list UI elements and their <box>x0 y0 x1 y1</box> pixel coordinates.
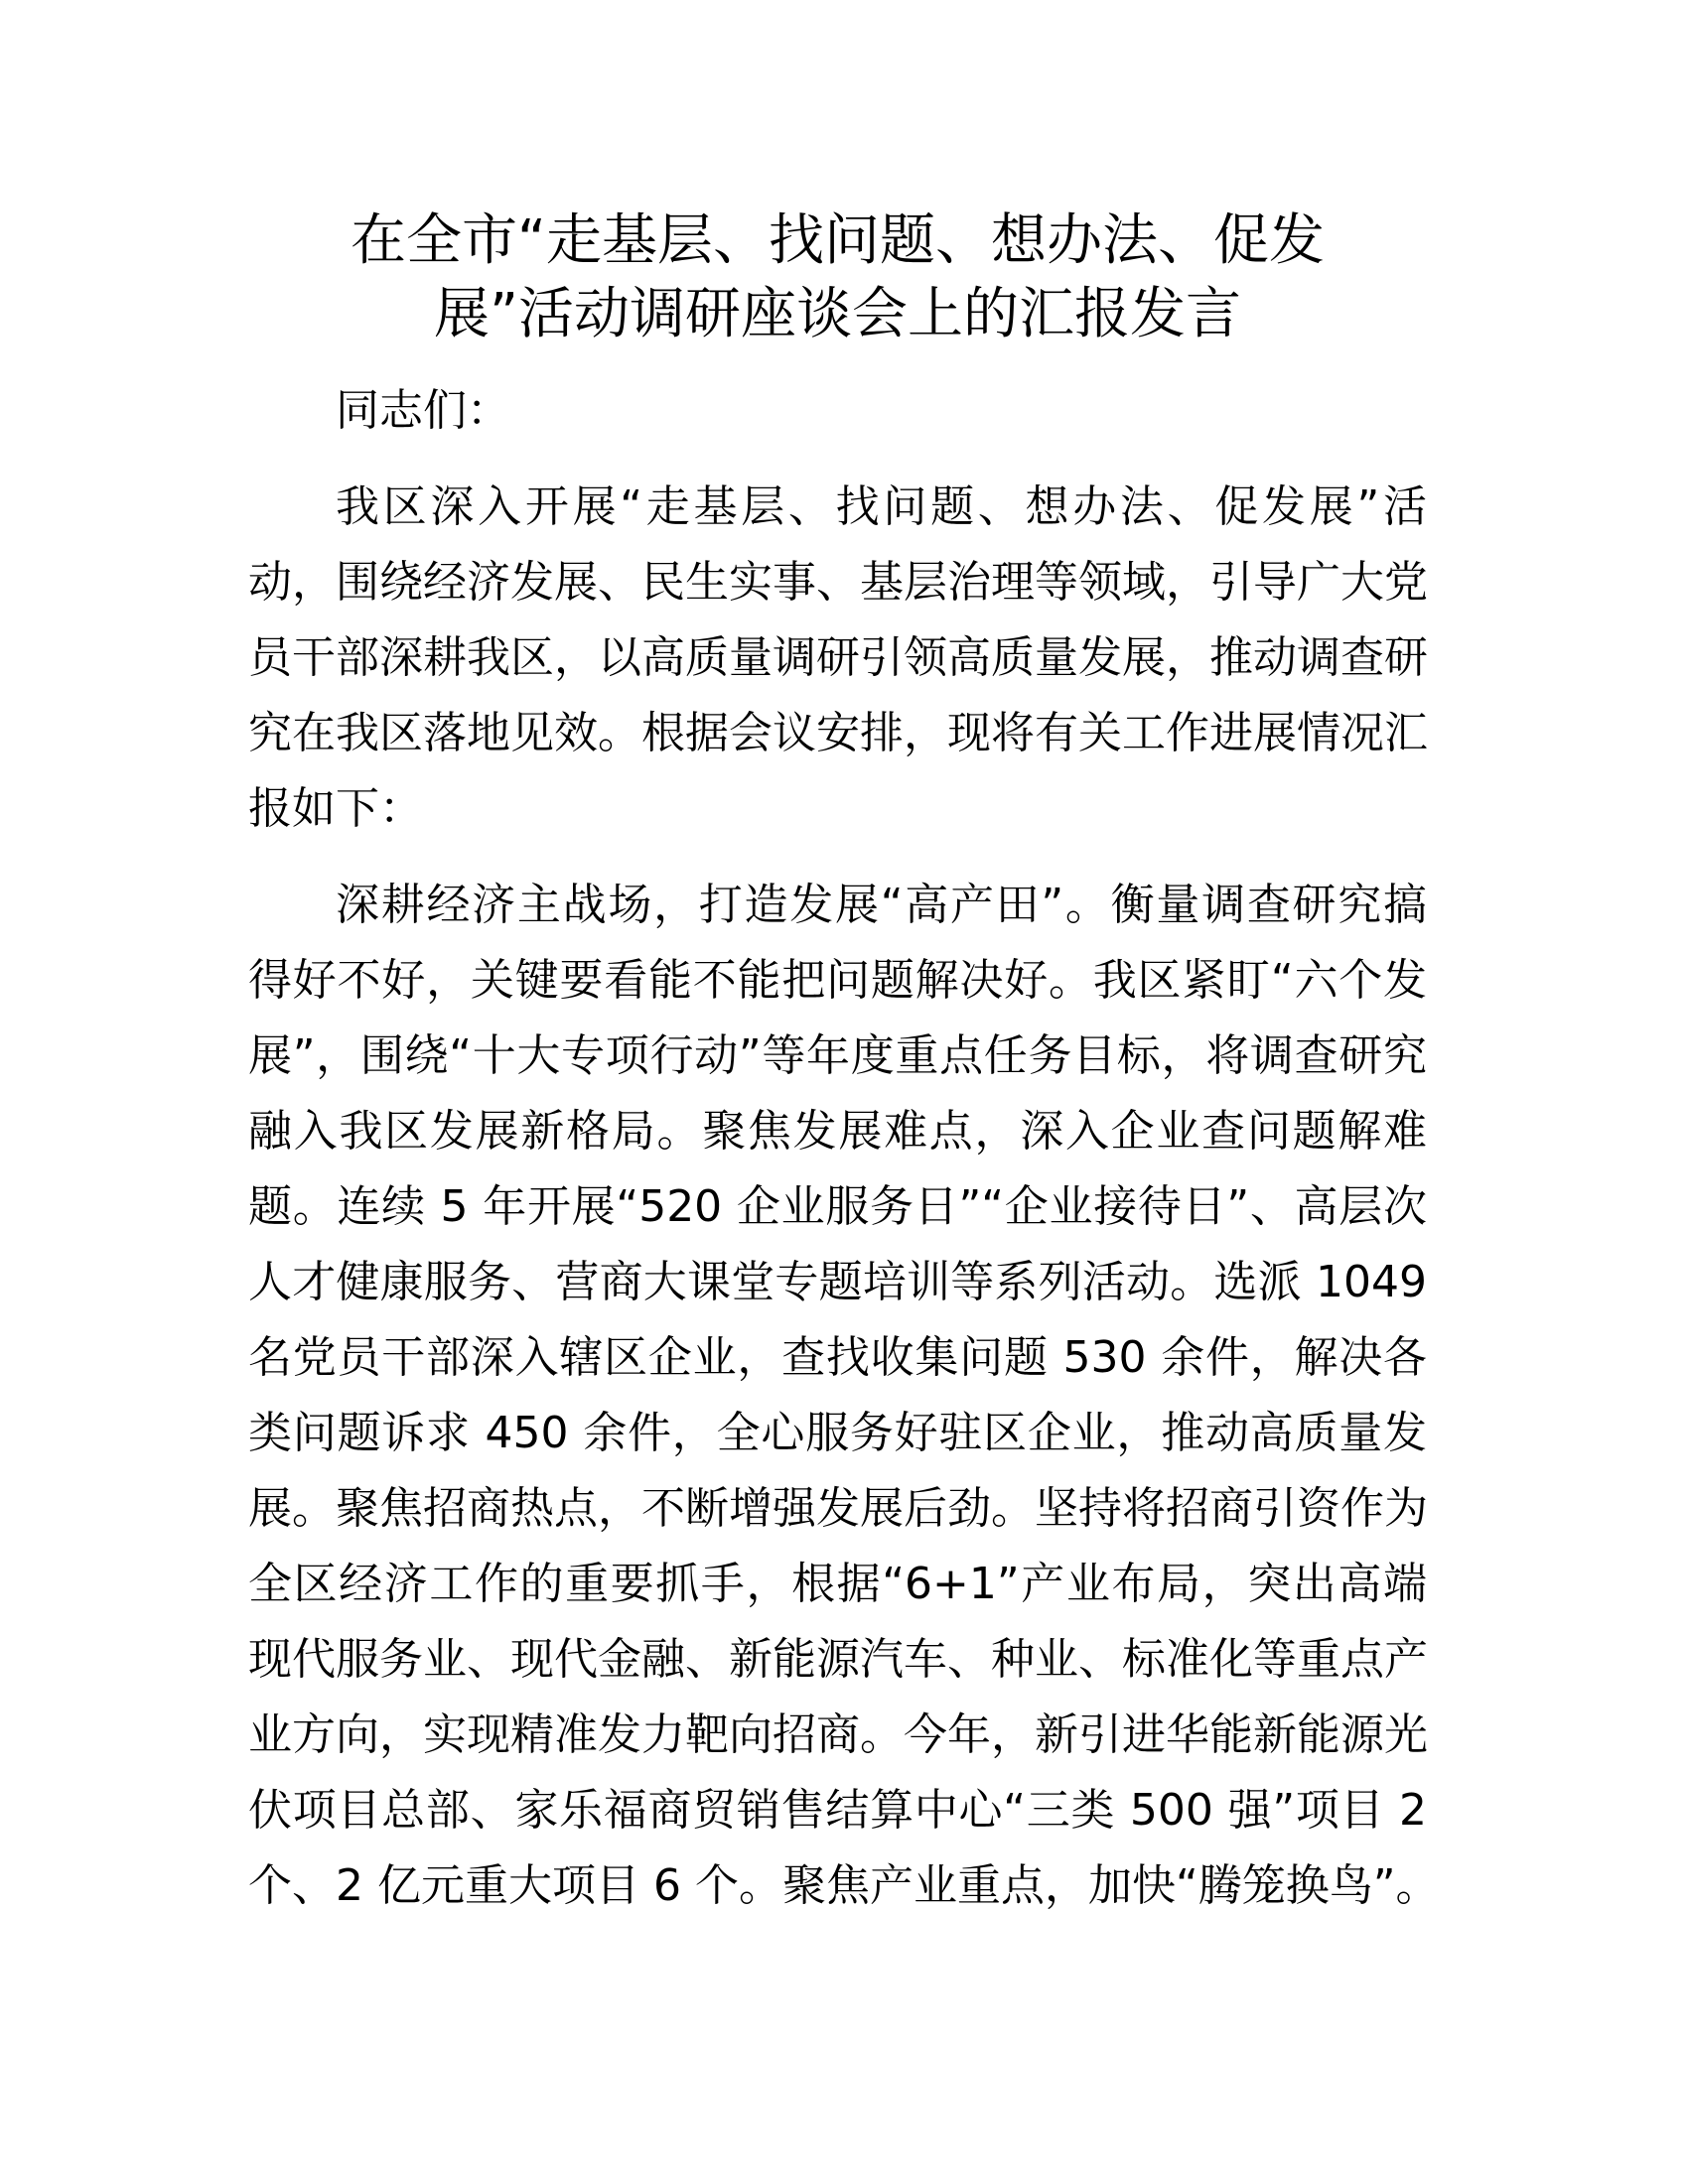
text-line: 动，围绕经济发展、民生实事、基层治理等领域，引导广大党 <box>248 557 1428 608</box>
text-line: 我区深入开展“走基层、找问题、想办法、促发展”活 <box>336 481 1427 532</box>
text-line: 业方向，实现精准发力靶向招商。今年，新引进华能新能源光 <box>248 1709 1428 1760</box>
text-line: 融入我区发展新格局。聚焦发展难点，深入企业查问题解难 <box>248 1106 1427 1157</box>
text-line: 得好不好，关键要看能不能把问题解决好。我区紧盯“六个发 <box>248 955 1427 1006</box>
text-line: 伏项目总部、家乐福商贸销售结算中心“三类 500 强”项目 2 <box>248 1785 1427 1836</box>
document-body <box>248 373 1440 1945</box>
intro-paragraph <box>248 470 1427 847</box>
text-line: 个、2 亿元重大项目 6 个。聚焦产业重点，加快“腾笼换鸟”。 <box>248 1860 1440 1911</box>
text-line: 报如下： <box>248 783 423 834</box>
text-line: 现代服务业、现代金融、新能源汽车、种业、标准化等重点产 <box>248 1634 1428 1685</box>
text-line: 名党员干部深入辖区企业，查找收集问题 530 余件，解决各 <box>248 1332 1427 1383</box>
economy-paragraph <box>248 868 1440 1924</box>
text-line: 究在我区落地见效。根据会议安排，现将有关工作进展情况汇 <box>248 708 1428 758</box>
text-line: 全区经济工作的重要抓手，根据“6+1”产业布局，突出高端 <box>248 1559 1427 1609</box>
text-line: 题。连续 5 年开展“520 企业服务日”“企业接待日”、高层次 <box>248 1181 1427 1232</box>
text-line: 展。聚焦招商热点，不断增强发展后劲。坚持将招商引资作为 <box>248 1483 1428 1534</box>
document-title <box>248 205 1427 351</box>
salutation-paragraph <box>248 373 1427 449</box>
text-line: 员干部深耕我区，以高质量调研引领高质量发展，推动调查研 <box>248 632 1428 683</box>
title-line: 展”活动调研座谈会上的汇报发言 <box>433 282 1241 346</box>
text-line: 人才健康服务、营商大课堂专题培训等系列活动。选派 1049 <box>248 1257 1427 1307</box>
text-line: 类问题诉求 450 余件，全心服务好驻区企业，推动高质量发 <box>248 1408 1427 1458</box>
title-line: 在全市“走基层、找问题、想办法、促发 <box>350 208 1325 273</box>
salutation: 同志们： <box>336 385 510 436</box>
text-line: 深耕经济主战场，打造发展“高产田”。衡量调查研究搞 <box>336 880 1427 930</box>
text-line: 展”，围绕“十大专项行动”等年度重点任务目标，将调查研究 <box>248 1030 1427 1081</box>
